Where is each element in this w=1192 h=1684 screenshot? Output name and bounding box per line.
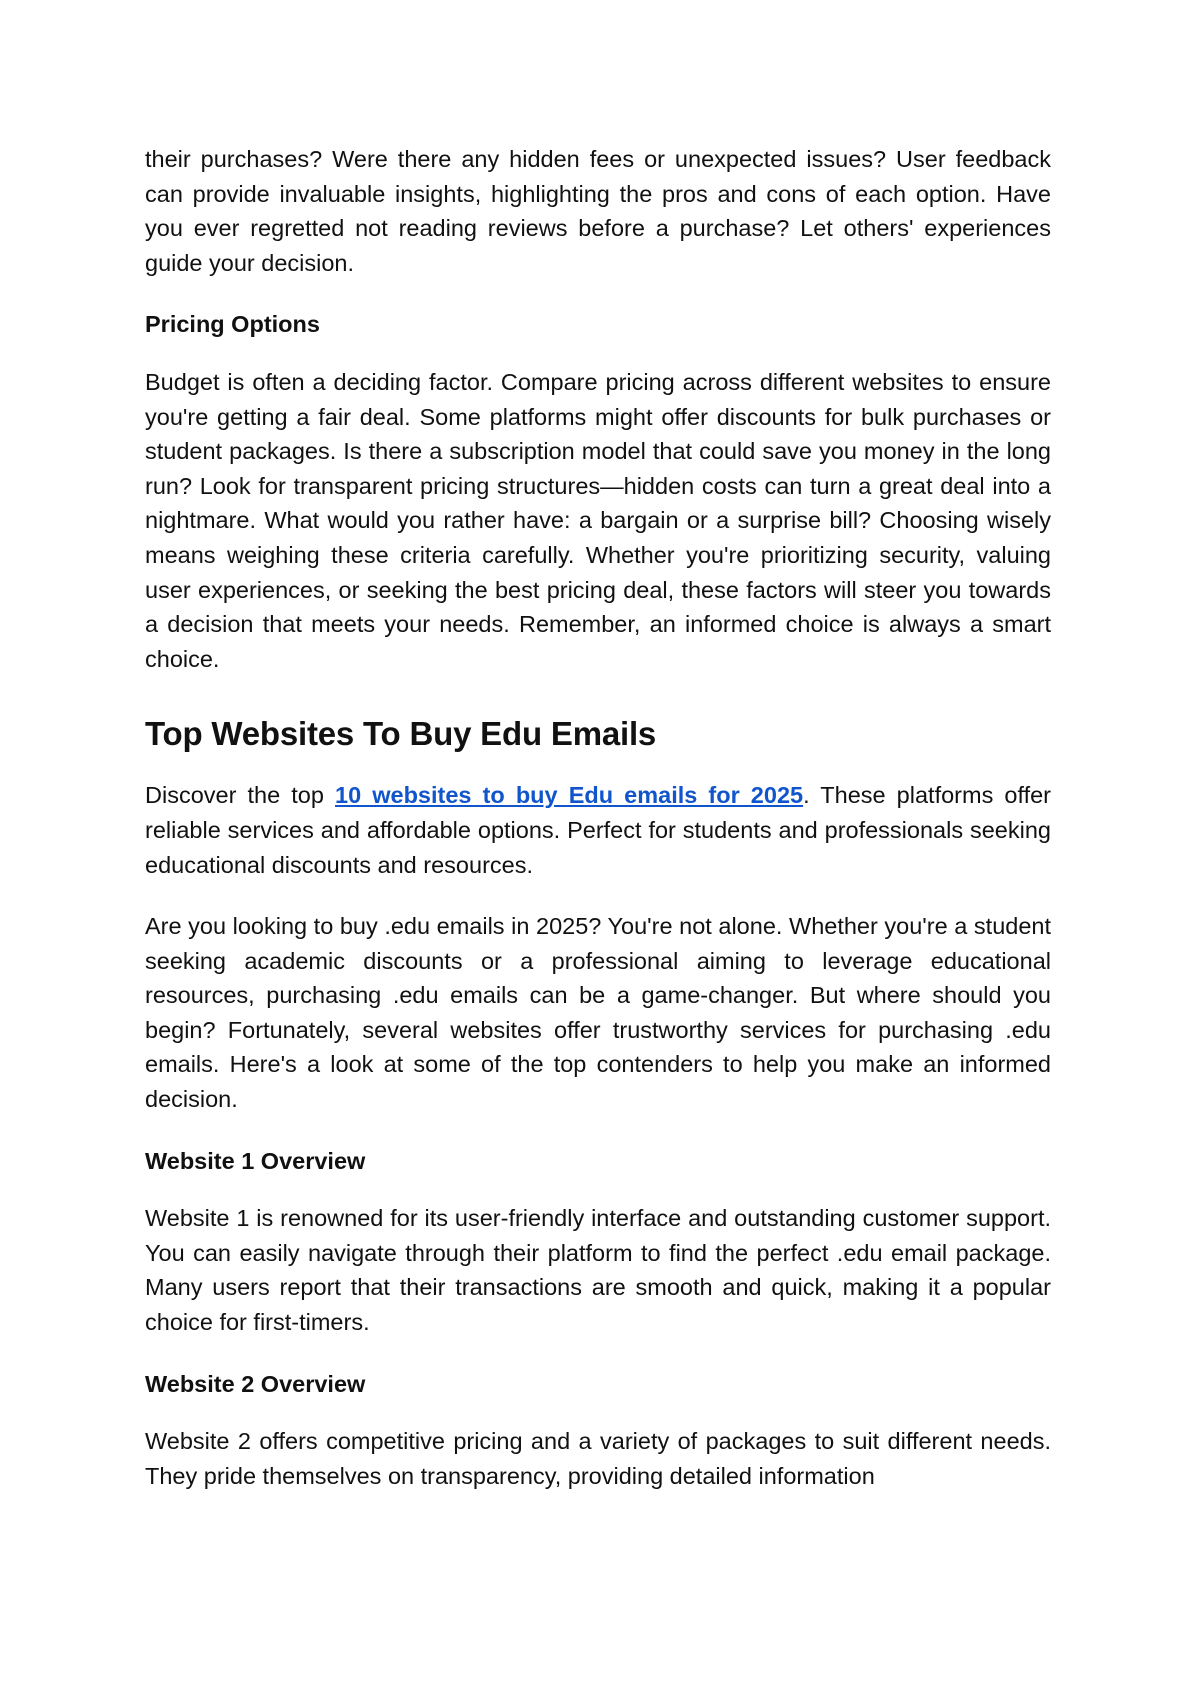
- heading-pricing-options: Pricing Options: [145, 311, 320, 338]
- discover-text-after: . These platforms offer reliable services and affordable options. Perfect for students and professionals seeking educational discounts and resources.: [145, 782, 1051, 878]
- paragraph-website-2: Website 2 offers competitive pricing and a variety of packages to suit different needs. They pride themselves on transparency, providing detailed information: [145, 1428, 1051, 1489]
- top-websites-link[interactable]: 10 websites to buy Edu emails for 2025: [335, 782, 804, 809]
- paragraph-website-1: Website 1 is renowned for its user-friendly interface and outstanding customer support. You can easily navigate through their platform to find the perfect .edu email package. Many users report that their transactions are smooth and quick, making it a popular choice for first-timers.: [145, 1205, 1051, 1336]
- document-page: [145, 142, 1051, 1493]
- paragraph-discover: [145, 778, 1051, 882]
- paragraph-reviews-continued: their purchases? Were there any hidden fees or unexpected issues? User feedback can provide invaluable insights, highlighting the pros and cons of each option. Have you ever regretted not reading reviews before a purchase? Let others' experiences guide your decision.: [145, 146, 1051, 276]
- discover-text-before: Discover the top: [145, 782, 335, 809]
- heading-top-websites: Top Websites To Buy Edu Emails: [145, 715, 657, 753]
- paragraph-looking-to-buy: Are you looking to buy .edu emails in 2025? You're not alone. Whether you're a student seeking academic discounts or a professional aiming to leverage educational resources, purchasing .edu emails can be a game-changer. But where should you begin? Fortunately, several websites offer trustworthy services for purchasing .edu emails. Here's a look at some of the top contenders to help you make an informed decision.: [145, 913, 1051, 1113]
- heading-website-2-overview: Website 2 Overview: [145, 1370, 366, 1397]
- paragraph-pricing: Budget is often a deciding factor. Compare pricing across different websites to ensure you're getting a fair deal. Some platforms might offer discounts for bulk purchases or student packages. Is there a subscription model that could save you money in the long run? Look for transparent pricing structures—hidden costs can turn a great deal into a nightmare. What would you rather have: a bargain or a surprise bill? Choosing wisely means weighing these criteria carefully. Whether you're prioritizing security, valuing user experiences, or seeking the best pricing deal, these factors will steer you towards a decision that meets your needs. Remember, an informed choice is always a smart choice.: [145, 368, 1051, 672]
- heading-website-1-overview: Website 1 Overview: [145, 1147, 366, 1174]
